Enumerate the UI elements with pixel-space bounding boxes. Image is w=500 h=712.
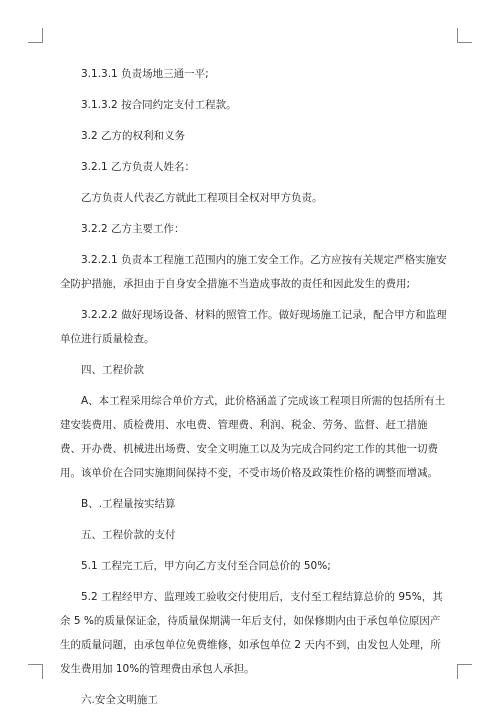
- paragraph-a-pricing: A、本工程采用综合单价方式，此价格涵盖了完成该工程项目所需的包括所有土建安装费用、质检费用、水电费、管理费、利润、税金、劳务、监督、赶工措施费、开办费、机械进出场费、安全文明施工以及为完成合同约定工作的其他一切费用。该单价在合同实施期间保持不变，不受市场价格及政策性价格的调整而增减。: [60, 395, 446, 479]
- crop-mark-top-left: [28, 28, 43, 43]
- clause-3-2-2-1: 3.2.2.1 负责本工程施工范围内的施工安全工作。乙方应按有关规定严格实施安全防护措施，承担由于自身安全措施不当造成事故的责任和因此发生的费用;: [60, 254, 447, 290]
- section-heading-4: 四、工程价款: [81, 364, 144, 376]
- crop-mark-bottom-right: [457, 664, 472, 679]
- clause-3-2-2: 3.2.2 乙方主要工作：: [81, 223, 185, 235]
- section-heading-5: 五、工程价款的支付: [81, 529, 176, 541]
- crop-mark-top-right: [457, 28, 472, 43]
- clause-5-1: 5.1 工程完工后，甲方向乙方支付至合同总价的 50%;: [81, 560, 331, 572]
- section-heading-3-2: 3.2 乙方的权利和义务: [81, 130, 186, 142]
- section-heading-6: 六.安全文明施工: [81, 694, 158, 706]
- clause-3-1-3-2: 3.1.3.2 按合同约定支付工程款。: [81, 99, 237, 111]
- paragraph-b-quantity: B、.工程量按实结算: [81, 498, 176, 510]
- document-body: [60, 62, 448, 712]
- paragraph-contractor-representative: 乙方负责人代表乙方就此工程项目全权对甲方负责。: [81, 192, 323, 204]
- crop-mark-bottom-left: [28, 664, 43, 679]
- clause-3-2-2-2: 3.2.2.2 做好现场设备、材料的照管工作。做好现场施工记录，配合甲方和监理单位进行质量检查。: [60, 309, 447, 345]
- clause-3-2-1: 3.2.1 乙方负责人姓名：: [81, 161, 196, 173]
- clause-3-1-3-1: 3.1.3.1 负责场地三通一平;: [81, 68, 209, 80]
- clause-5-2: 5.2 工程经甲方、监理竣工验收交付使用后，支付至工程结算总价的 95%，其余 5 %的质量保证金，待质量保期满一年后支付，如保修期内由于承包单位原因产生的质量问题，由承包单位免费维修，如承包单位 2 天内不到，由发包人处理，所发生费用加 10%的管理费由承包人承担。: [60, 591, 443, 675]
